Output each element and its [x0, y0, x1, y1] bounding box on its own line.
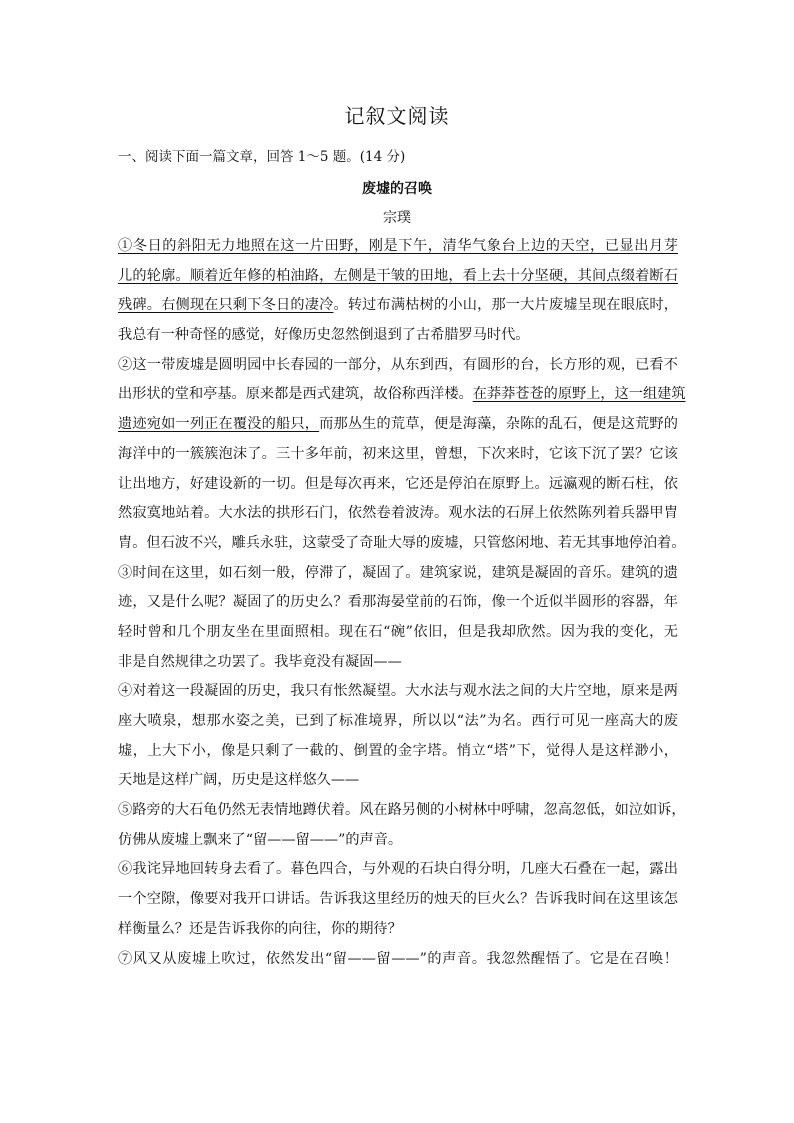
article-line [118, 855, 678, 885]
article-line [118, 351, 678, 381]
line-text: 样衡量么？还是告诉我你的向往，你的期待？ [118, 920, 402, 937]
page-title: 记叙文阅读 [344, 104, 450, 128]
article-line [118, 648, 678, 678]
article-line [118, 440, 678, 470]
article-line [118, 885, 678, 915]
line-text: 迹，又是什么呢？凝固了的历史么？看那海晏堂前的石饰，像一个近似半圆形的容器，年 [118, 594, 678, 611]
line-text: 一个空隙，像要对我开口讲话。告诉我这里经历的烛天的巨火么？告诉我时间在这里该怎 [118, 891, 678, 908]
article-line [118, 915, 678, 945]
line-text: ③时间在这里，如石刻一般，停滞了，凝固了。建筑家说，建筑是凝固的音乐。建筑的遗 [118, 564, 678, 581]
article-line [118, 796, 686, 826]
underlined-text: 儿的轮廓。顺着近年修的柏油路，左侧是干皱的田地，看上去十分坚硬，其间点缀着断石 [118, 267, 678, 284]
article-line [118, 380, 686, 410]
article-author: 宗璞 [383, 210, 411, 226]
line-text: 而那丛生的荒草，便是海藻，杂陈的乱石，便是这荒野的 [319, 416, 678, 433]
article-line [118, 766, 678, 796]
article-line [118, 559, 678, 589]
article-body [118, 232, 686, 974]
line-text: 墟，上大下小，像是只剩了一截的、倒置的金字塔。悄立“塔”下，觉得人是这样渺小， [118, 742, 678, 759]
article-line [118, 737, 678, 767]
line-text: ⑤路旁的大石龟仍然无表情地蹲伏着。风在路另侧的小树林中呼啸，忽高忽低，如泣如诉， [118, 802, 686, 819]
article-line [118, 707, 678, 737]
underlined-text: ①冬日的斜阳无力地照在这一片田野，刚是下午，清华气象台上边的天空，已显出月芽 [118, 238, 678, 254]
underlined-text: 在莽莽苍苍的原野上，这一组建筑 [472, 386, 686, 403]
article-line [118, 291, 678, 321]
article-line [118, 470, 678, 500]
article-line [118, 945, 678, 975]
line-text: ⑥我诧异地回转身去看了。暮色四合，与外观的石块白得分明，几座大石叠在一起，露出 [118, 861, 678, 878]
article-line [118, 826, 678, 856]
article-title: 废墟的召唤 [362, 181, 432, 197]
article-line [118, 618, 678, 648]
line-text: ④对着这一段凝固的历史，我只有怅然凝望。大水法与观水法之间的大片空地，原来是两 [118, 683, 678, 700]
line-text: 出形状的堂和亭基。原来都是西式建筑，故俗称西洋楼。 [118, 386, 473, 403]
article-line [118, 588, 678, 618]
article-line [118, 677, 678, 707]
underlined-text: 残碑。右侧现在只剩下冬日的凄冷 [118, 297, 334, 314]
line-text: 座大喷泉，想那水姿之美，已到了标准境界，所以以“法”为名。西行可见一座高大的废 [118, 713, 678, 729]
line-text: 非是自然规律之功罢了。我毕竟没有凝固—— [118, 653, 402, 670]
line-text: 让出地方，好建设新的一切。但是每次再来，它还是停泊在原野上。远瀛观的断石柱，依 [118, 475, 678, 492]
line-text: 海洋中的一簇簇泡沫了。三十多年前，初来这里，曾想，下次来时，它该下沉了罢？它该 [118, 445, 678, 462]
line-text: 胄。但石波不兴，雕兵永驻，这蒙受了奇耻大辱的废墟，只管悠闲地、若无其事地停泊着。 [118, 534, 686, 551]
article-line [118, 321, 678, 351]
line-text: 轻时曾和几个朋友坐在里面照相。现在石“碗”依旧，但是我却欣然。因为我的变化，无 [118, 623, 678, 640]
line-text: 仿佛从废墟上飘来了“留——留——”的声音。 [118, 831, 403, 848]
line-text: 我总有一种奇怪的感觉，好像历史忽然倒退到了古希腊罗马时代。 [118, 327, 530, 344]
line-text: 然寂寞地站着。大水法的拱形石门，依然卷着波涛。观水法的石屏上依然陈列着兵器甲胄 [118, 505, 678, 522]
article-line [118, 232, 678, 262]
line-text: ②这一带废墟是圆明园中长春园的一部分，从东到西，有圆形的台，长方形的观，已看不 [118, 356, 678, 373]
article-line [118, 499, 678, 529]
question-instruction: 一、阅读下面一篇文章，回答 1～5 题。(14 分) [118, 149, 406, 165]
line-text: ⑦风又从废墟上吹过，依然发出“留——留——”的声音。我忽然醒悟了。它是在召唤！ [118, 950, 678, 967]
underlined-text: 遗迹宛如一列正在覆没的船只， [118, 416, 320, 433]
article-line [118, 410, 678, 440]
line-text: 。转过布满枯树的小山，那一大片废墟呈现在眼底时， [333, 297, 678, 314]
line-text: 天地是这样广阔，历史是这样悠久—— [118, 772, 360, 789]
article-line [118, 262, 678, 292]
article-line [118, 529, 686, 559]
